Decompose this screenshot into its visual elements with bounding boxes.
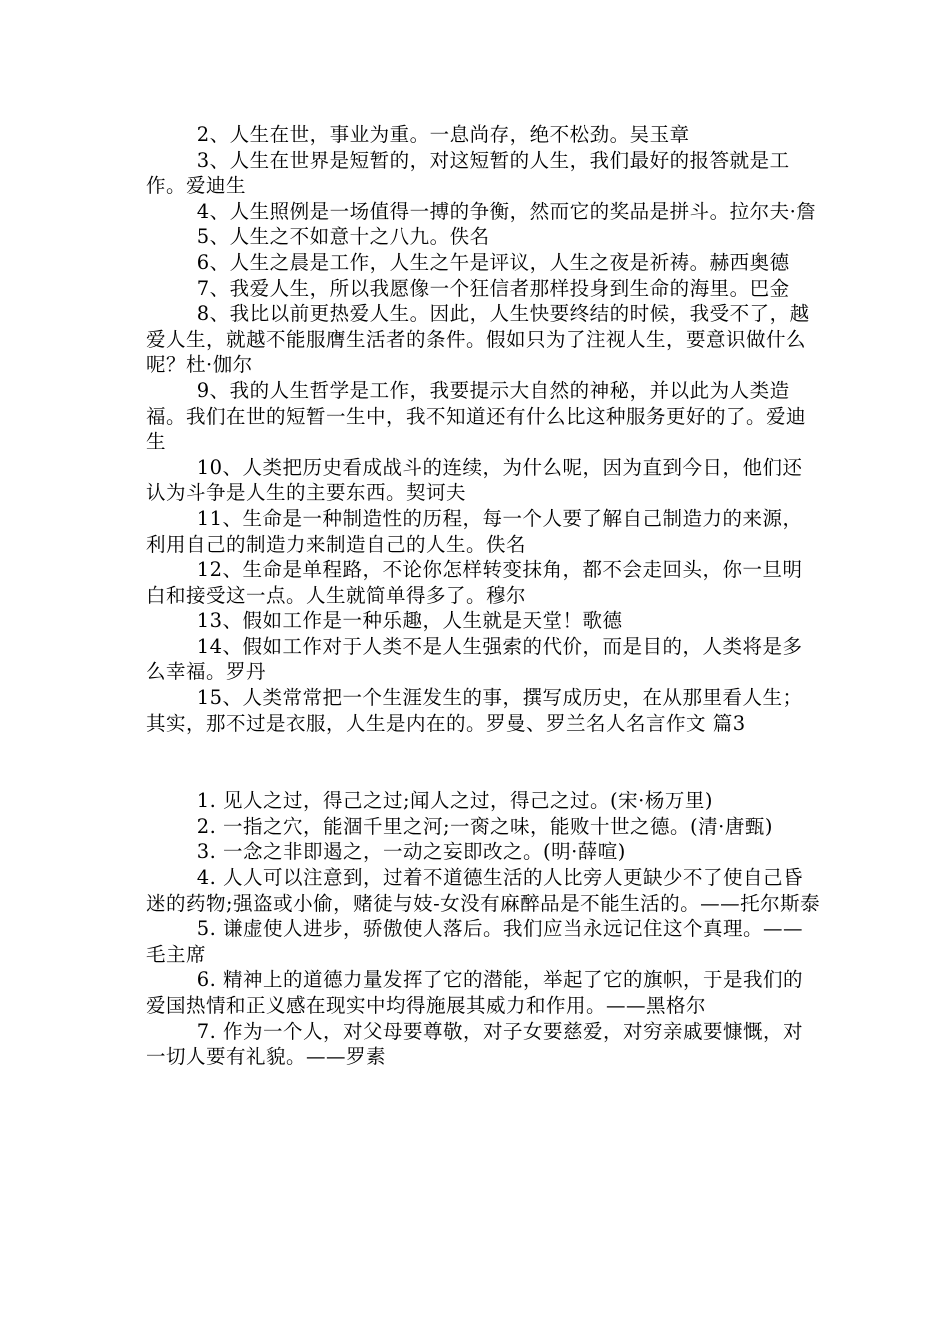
quote-paragraph: 10、人类把历史看成战斗的连续，为什么呢，因为直到今日，他们还认为斗争是人生的主要东西。契诃夫	[146, 455, 803, 505]
quote-paragraph: 2、人生在世，事业为重。一息尚存，绝不松劲。吴玉章	[196, 123, 690, 146]
quote-paragraph: 7、我爱人生，所以我愿像一个狂信者那样投身到生命的海里。巴金	[196, 276, 790, 300]
quote-paragraph: 14、假如工作对于人类不是人生强索的代价，而是目的，人类将是多么幸福。罗丹	[146, 634, 803, 684]
quote-paragraph: 12、生命是单程路，不论你怎样转变抹角，都不会走回头，你一旦明白和接受这一点。人生就简单得多了。穆尔	[146, 558, 803, 607]
quote-paragraph: 6、人生之晨是工作，人生之午是评议，人生之夜是祈祷。赫西奥德	[196, 250, 790, 274]
quote-paragraph: 5、人生之不如意十之八九。佚名	[196, 225, 490, 249]
quote-section-2	[146, 788, 822, 1070]
section-spacer	[146, 736, 822, 788]
quote-paragraph: 1. 见人之过，得己之过;闻人之过，得己之过。(宋·杨万里)	[196, 789, 713, 813]
quote-paragraph: 15、人类常常把一个生涯发生的事，撰写成历史，在从那里看人生；其实，那不过是衣服，人生是内在的。罗曼、罗兰名人名言作文 篇3	[146, 686, 803, 735]
quote-section-1	[146, 122, 822, 736]
document-page	[146, 122, 822, 1070]
quote-paragraph: 7. 作为一个人，对父母要尊敬，对子女要慈爱，对穷亲戚要慷慨，对一切人要有礼貌。——罗素	[146, 1019, 803, 1069]
quote-paragraph: 2. 一指之穴，能涸千里之河;一脔之味，能败十世之德。(清·唐甄)	[196, 814, 773, 838]
quote-paragraph: 8、我比以前更热爱人生。因此，人生快要终结的时候，我受不了，越爱人生，就越不能服膺生活者的条件。假如只为了注视人生，要意识做什么呢？杜·伽尔	[146, 302, 810, 377]
quote-paragraph: 9、我的人生哲学是工作，我要提示大自然的神秘，并以此为人类造福。我们在世的短暂一生中，我不知道还有什么比这种服务更好的了。爱迪生	[146, 378, 807, 454]
quote-paragraph: 5. 谦虚使人进步，骄傲使人落后。我们应当永远记住这个真理。——毛主席	[146, 917, 803, 966]
quote-paragraph: 13、假如工作是一种乐趣，人生就是天堂！歌德	[196, 609, 623, 633]
quote-paragraph: 3. 一念之非即遏之，一动之妄即改之。(明·薛喧)	[196, 840, 626, 864]
quote-paragraph: 4、人生照例是一场值得一搏的争衡，然而它的奖品是拼斗。拉尔夫·詹	[196, 199, 817, 223]
quote-paragraph: 6. 精神上的道德力量发挥了它的潜能，举起了它的旗帜，于是我们的爱国热情和正义感在现实中均得施展其威力和作用。——黑格尔	[146, 968, 803, 1017]
quote-paragraph: 3、人生在世界是短暂的，对这短暂的人生，我们最好的报答就是工作。爱迪生	[146, 148, 790, 198]
quote-paragraph: 11、生命是一种制造性的历程，每一个人要了解自己制造力的来源，利用自己的制造力来制造自己的人生。佚名	[146, 506, 803, 556]
quote-paragraph: 4. 人人可以注意到，过着不道德生活的人比旁人更缺少不了使自己昏迷的药物;强盗或小偷，赌徒与妓-女没有麻醉品是不能生活的。——托尔斯泰	[146, 866, 821, 915]
